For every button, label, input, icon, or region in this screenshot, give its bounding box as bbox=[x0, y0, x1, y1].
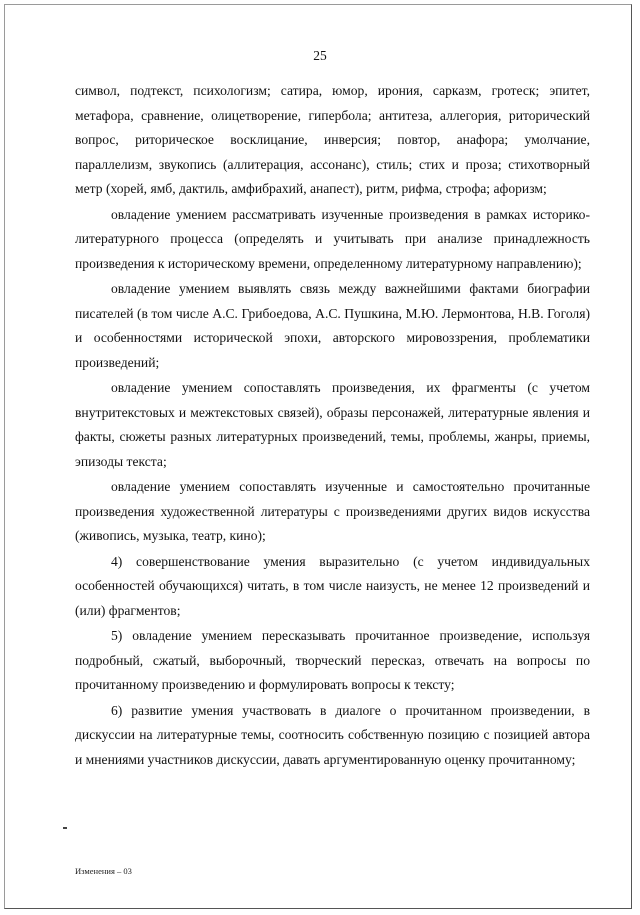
paragraph-biography-links: овладение умением выявлять связь между важнейшими фактами биографии писателей (в том числе А.С. Грибоедова, А.С. Пушкина, М.Ю. Лермонтова, Н.В. Гоголя) и особенностями исторической эпохи, авторского мировоззрения, проблематики произведений; bbox=[75, 281, 590, 370]
paragraph-item-6: 6) развитие умения участвовать в диалоге о прочитанном произведении, в дискуссии на литературные темы, соотносить собственную позицию с позицией автора и мнениями участников дискуссии, давать аргументированную оценку прочитанному; bbox=[75, 702, 590, 767]
paragraph-historical-context: овладение умением рассматривать изученные произведения в рамках историко-литературного процесса (определять и учитывать при анализе принадлежность произведения к историческому времени, определенному литературному направлению); bbox=[75, 206, 590, 271]
paragraph-item-4: 4) совершенствование умения выразительно (с учетом индивидуальных особенностей обучающихся) читать, в том числе наизусть, не менее 12 произведений и (или) фрагментов; bbox=[75, 553, 590, 618]
paragraph-literary-terms: символ, подтекст, психологизм; сатира, юмор, ирония, сарказм, гротеск; эпитет, метафора, сравнение, олицетворение, гипербола; антитеза, аллегория, риторический вопрос, риторическое восклицание, инверсия; повтор, анафора; умолчание, параллелизм, звукопись (аллитерация, ассонанс), стиль; стих и проза; стихотворный метр (хорей, ямб, дактиль, амфибрахий, анапест), ритм, рифма, строфа; афоризм; bbox=[75, 83, 590, 196]
page-number: 25 bbox=[313, 48, 327, 63]
margin-mark bbox=[63, 827, 67, 829]
paragraph-other-arts: овладение умением сопоставлять изученные и самостоятельно прочитанные произведения художественной литературы с произведениями других видов искусства (живопись, музыка, театр, кино); bbox=[75, 479, 590, 543]
paragraph-compare-works: овладение умением сопоставлять произведения, их фрагменты (с учетом внутритекстовых и межтекстовых связей), образы персонажей, литературные явления и факты, сюжеты разных литературных произведений, темы, проблемы, жанры, приемы, эпизоды текста; bbox=[75, 380, 590, 469]
document-body bbox=[75, 79, 590, 772]
footer-revision: Изменения – 03 bbox=[75, 866, 132, 876]
paragraph-item-5: 5) овладение умением пересказывать прочитанное произведение, используя подробный, сжатый, выборочный, творческий пересказ, отвечать на вопросы по прочитанному произведению и формулировать вопросы к тексту; bbox=[75, 628, 590, 692]
